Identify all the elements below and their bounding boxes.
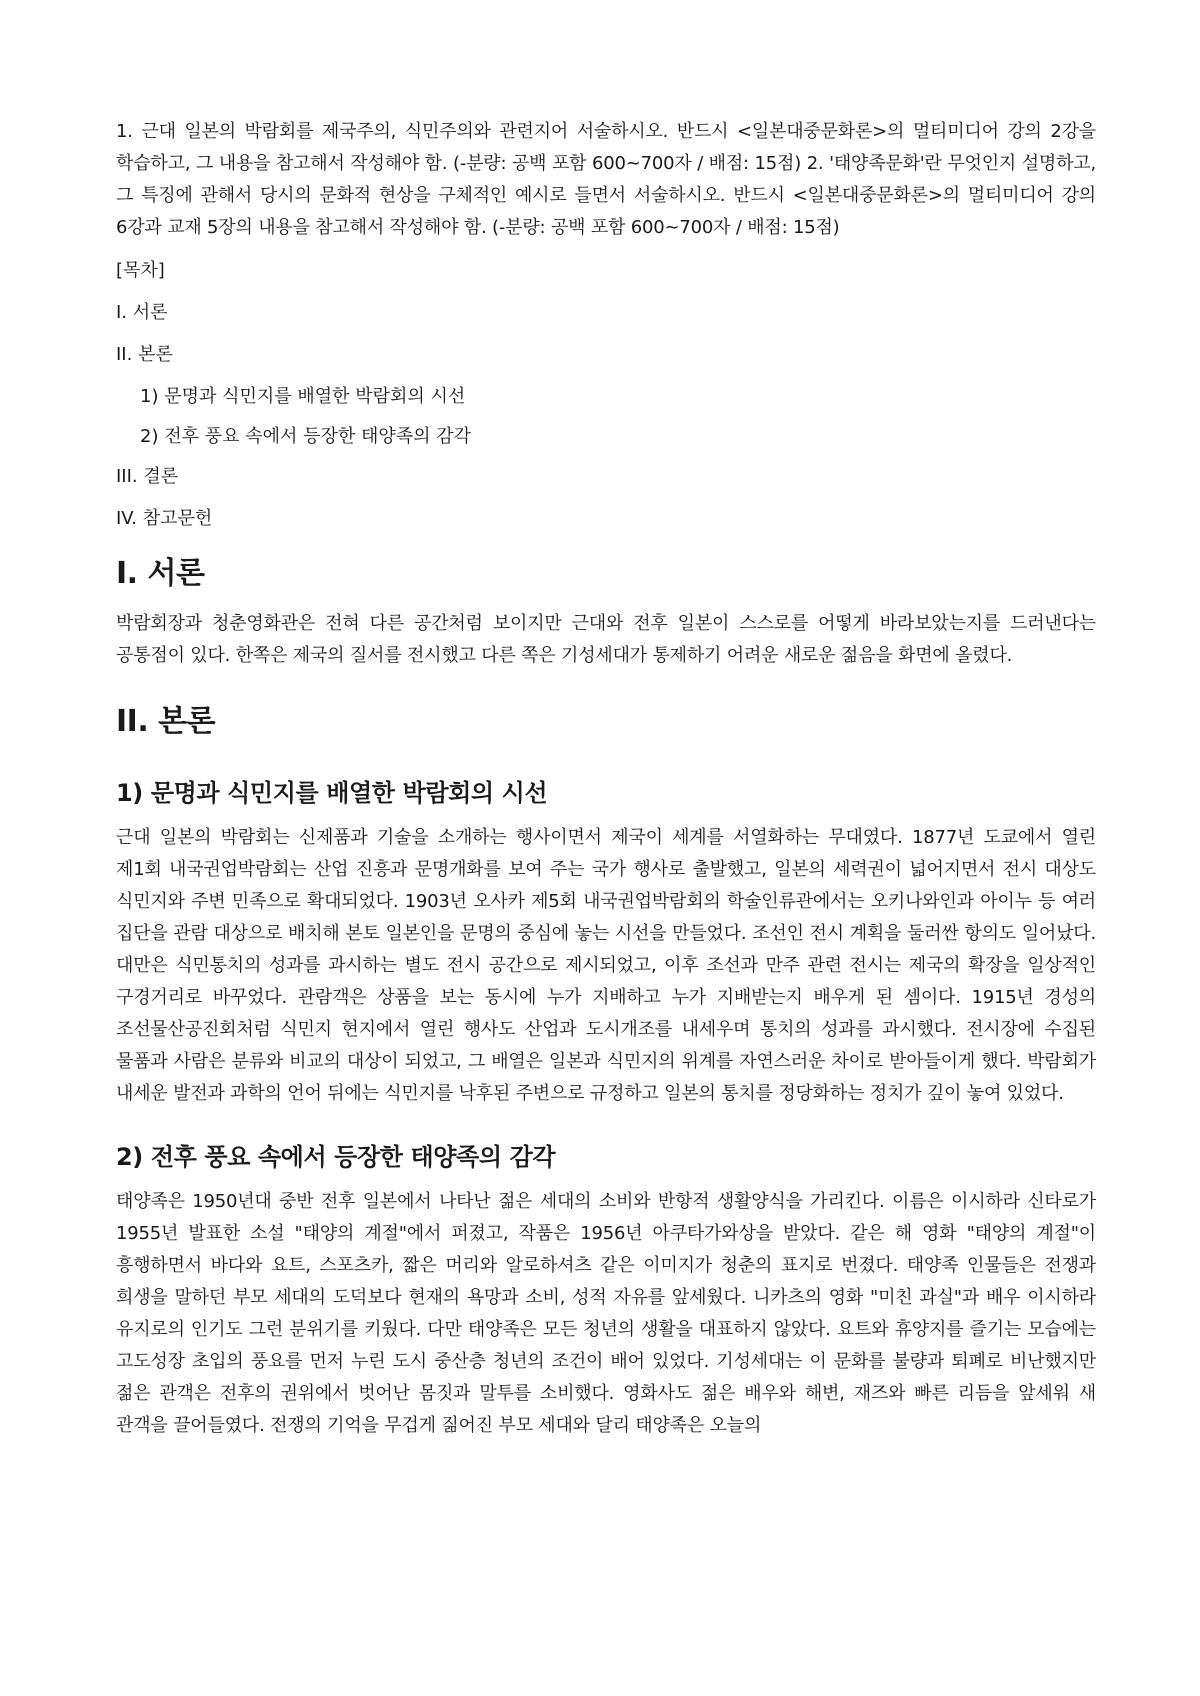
table-of-contents <box>116 258 1096 532</box>
toc-item-introduction: I. 서론 <box>116 302 168 323</box>
main-body-heading: II. 본론 <box>116 704 216 739</box>
toc-item-main-body: II. 본론 <box>116 344 173 365</box>
section-1-paragraph: 근대 일본의 박람회는 신제품과 기술을 소개하는 행사이면서 제국이 세계를 서열화하는 무대였다. 1877년 도쿄에서 열린 제1회 내국권업박람회는 산업 진흥과 문명개화를 보여 주는 국가 행사로 출발했고, 일본의 세력권이 넓어지면서 전시 대상도 식민지와 주변 민족으로 확대되었다. 1903년 오사카 제5회 내국권업박람회의 학술인류관에서는 오키나와인과 아이누 등 여러 집단을 관람 대상으로 배치해 본토 일본인을 문명의 중심에 놓는 시선을 만들었다. 조선인 전시 계획을 둘러싼 항의도 일어났다. 대만은 식민통치의 성과를 과시하는 별도 전시 공간으로 제시되었고, 이후 조선과 만주 관련 전시는 제국의 확장을 일상적인 구경거리로 바꾸었다. 관람객은 상품을 보는 동시에 누가 지배하고 누가 지배받는지 배우게 된 셈이다. 1915년 경성의 조선물산공진회처럼 식민지 현지에서 열린 행사도 산업과 도시개조를 내세우며 통치의 성과를 과시했다. 전시장에 수집된 물품과 사람은 분류와 비교의 대상이 되었고, 그 배열은 일본과 식민지의 위계를 자연스러운 차이로 받아들이게 했다. 박람회가 내세운 발전과 과학의 언어 뒤에는 식민지를 낙후된 주변으로 규정하고 일본의 통치를 정당화하는 정치가 깊이 놓여 있었다. <box>116 827 1096 1104</box>
introduction-heading: I. 서론 <box>116 556 205 591</box>
introduction-paragraph: 박람회장과 청춘영화관은 전혀 다른 공간처럼 보이지만 근대와 전후 일본이 스스로를 어떻게 바라보았는지를 드러낸다는 공통점이 있다. 한쪽은 제국의 질서를 전시했고 다른 쪽은 기성세대가 통제하기 어려운 새로운 젊음을 화면에 올렸다. <box>116 613 1096 666</box>
toc-list <box>116 300 1096 532</box>
section-2-heading: 2) 전후 풍요 속에서 등장한 태양족의 감각 <box>116 1143 556 1171</box>
section-1-heading: 1) 문명과 식민지를 배열한 박람회의 시선 <box>116 779 548 807</box>
toc-item-conclusion: III. 결론 <box>116 466 179 487</box>
section-2-paragraph: 태양족은 1950년대 중반 전후 일본에서 나타난 젊은 세대의 소비와 반항적 생활양식을 가리킨다. 이름은 이시하라 신타로가 1955년 발표한 소설 "태양의 계절"에서 퍼졌고, 작품은 1956년 아쿠타가와상을 받았다. 같은 해 영화 "태양의 계절"이 흥행하면서 바다와 요트, 스포츠카, 짧은 머리와 알로하셔츠 같은 이미지가 청춘의 표지로 번졌다. 태양족 인물들은 전쟁과 희생을 말하던 부모 세대의 도덕보다 현재의 욕망과 소비, 성적 자유를 앞세웠다. 니카츠의 영화 "미친 과실"과 배우 이시하라 유지로의 인기도 그런 분위기를 키웠다. 다만 태양족은 모든 청년의 생활을 대표하지 않았다. 요트와 휴양지를 즐기는 모습에는 고도성장 초입의 풍요를 먼저 누린 도시 중산층 청년의 조건이 배어 있었다. 기성세대는 이 문화를 불량과 퇴폐로 비난했지만 젊은 관객은 전후의 권위에서 벗어난 몸짓과 말투를 소비했다. 영화사도 젊은 배우와 해변, 재즈와 빠른 리듬을 앞세워 새 관객을 끌어들였다. 전쟁의 기억을 무겁게 짊어진 부모 세대와 달리 태양족은 오늘의 <box>116 1191 1096 1436</box>
assignment-prompt: 1. 근대 일본의 박람회를 제국주의, 식민주의와 관련지어 서술하시오. 반드시 <일본대중문화론>의 멀티미디어 강의 2강을 학습하고, 그 내용을 참고해서 작성해야 함. (-분량: 공백 포함 600~700자 / 배점: 15점) 2. '태양족문화'란 무엇인지 설명하고, 그 특징에 관해서 당시의 문화적 현상을 구체적인 예시로 들면서 서술하시오. 반드시 <일본대중문화론>의 멀티미디어 강의 6강과 교재 5장의 내용을 참고해서 작성해야 함. (-분량: 공백 포함 600~700자 / 배점: 15점) <box>116 121 1096 238</box>
toc-subitem-taiyozoku: 2) 전후 풍요 속에서 등장한 태양족의 감각 <box>140 426 472 447</box>
toc-item-references: IV. 참고문헌 <box>116 508 213 529</box>
toc-heading: [목차] <box>116 260 165 281</box>
toc-subitem-expositions: 1) 문명과 식민지를 배열한 박람회의 시선 <box>140 386 466 407</box>
